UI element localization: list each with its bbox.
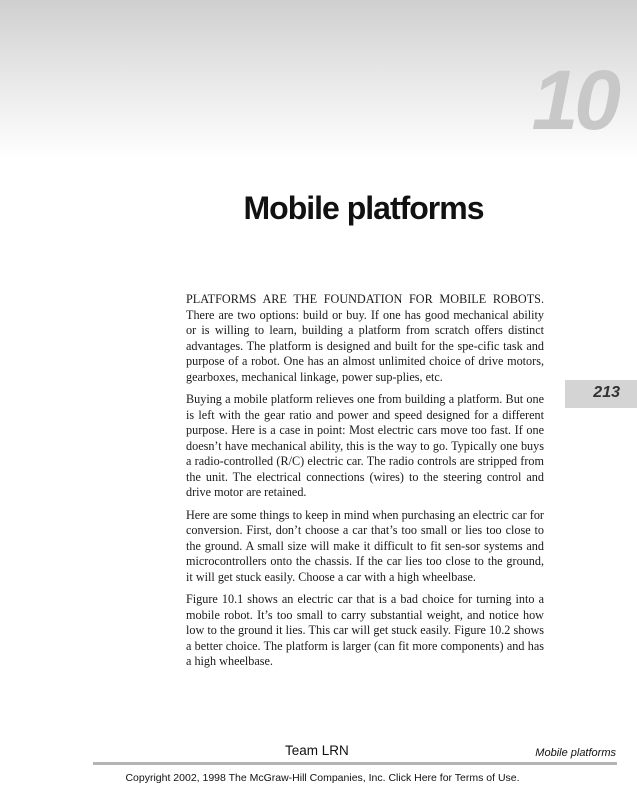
paragraph-4: Figure 10.1 shows an electric car that is a bad choice for turning into a mobile robot. It’s too small to carry substantial weight, and notice how low to the ground it lies. This car will get stuck easily. Figure 10.2 shows a better choice. The platform is larger (can fit more components) and has a high wheelbase.: [186, 592, 544, 668]
paragraph-2: Buying a mobile platform relieves one from building a platform. But one is left with the gear ratio and power and speed designed for a different purpose. Here is a case in point: Most electric cars move too fast. If one doesn’t have mechanical ability, this is the way to go. Typically one buys a radio-controlled (R/C) electric car. The radio controls are stripped from the unit. The electrical connections (wires) to the steering control and drive motor are retained.: [186, 392, 544, 499]
chapter-number: 10: [531, 53, 617, 147]
chapter-title: Mobile platforms: [243, 190, 484, 226]
body-text: [186, 292, 544, 677]
copyright-terms-link[interactable]: Copyright 2002, 1998 The McGraw-Hill Companies, Inc. Click Here for Terms of Use.: [125, 772, 520, 784]
footer-running-title: Mobile platforms: [535, 747, 616, 759]
footer-divider: [93, 762, 617, 765]
paragraph-1: PLATFORMS ARE THE FOUNDATION FOR MOBILE ROBOTS. There are two options: build or buy. If one has good mechanical ability or is willing to learn, building a platform from scratch offers distinct advantages. The platform is designed and built for the spe-cific task and purpose of a robot. One has an almost unlimited choice of drive motors, gearboxes, mechanical linkage, power sup-plies, etc.: [186, 292, 544, 384]
page-number-tab: [565, 380, 637, 408]
footer-team-label: Team LRN: [285, 743, 349, 758]
page-number: 213: [593, 384, 620, 401]
paragraph-3: Here are some things to keep in mind when purchasing an electric car for conversion. First, don’t choose a car that’s too small or lies too close to the ground. A small size will make it difficult to fit sen-sor systems and microcontrollers onto the chassis. If the car lies too close to the ground, it will get stuck easily. Choose a car with a high wheelbase.: [186, 507, 544, 584]
